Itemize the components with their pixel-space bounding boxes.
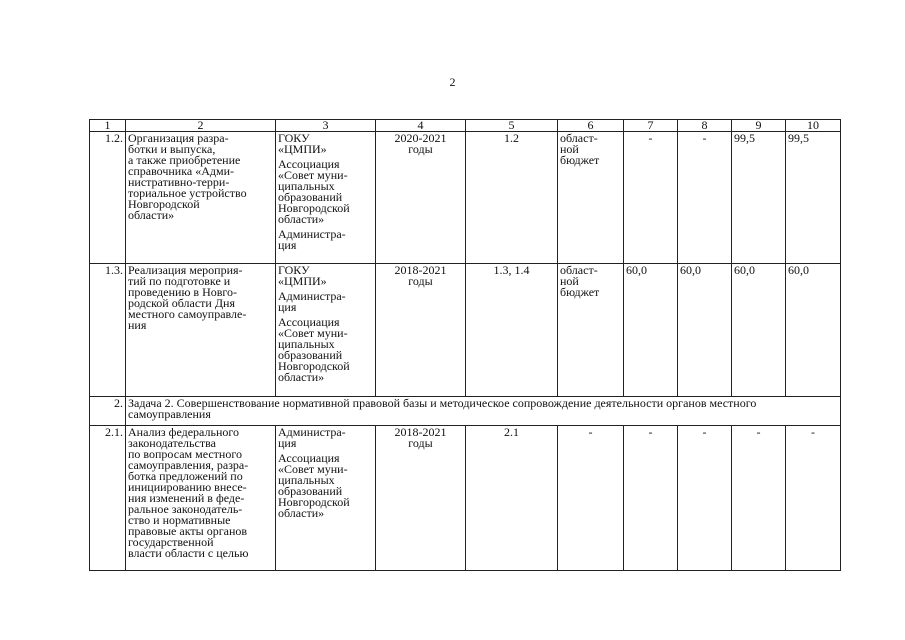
column-header: 6 xyxy=(558,120,624,132)
responsible-orgs xyxy=(276,264,376,397)
column-header: 1 xyxy=(90,120,126,132)
funding-source: област- ной бюджет xyxy=(558,264,624,397)
activity-description xyxy=(126,426,276,571)
column-header: 5 xyxy=(466,120,558,132)
period: 2018-2021 годы xyxy=(376,264,466,397)
period: 2020-2021 годы xyxy=(376,132,466,264)
table-row xyxy=(90,132,841,264)
column-header: 7 xyxy=(624,120,678,132)
org-name: Администра- ция xyxy=(278,289,346,314)
org-name: ГОКУ «ЦМПИ» xyxy=(278,133,327,156)
target-indicator: 2.1 xyxy=(466,426,558,571)
org-name: ГОКУ «ЦМПИ» xyxy=(278,263,327,288)
task-row xyxy=(90,397,841,426)
org-name: Администра- ция xyxy=(278,425,346,450)
amount-cell: - xyxy=(678,132,732,264)
org-name: Ассоциация «Совет муни- ципальных образований Новгородской области» xyxy=(278,157,350,226)
amount-cell: - xyxy=(624,132,678,264)
row-number: 1.2. xyxy=(90,132,126,264)
target-indicator: 1.3, 1.4 xyxy=(466,264,558,397)
table-header-row xyxy=(90,120,841,132)
row-number: 1.3. xyxy=(90,264,126,397)
column-header: 2 xyxy=(126,120,276,132)
activity-description-text: Анализ федерального законодательства по вопросам местного самоуправления, разра- ботка предложений по инициированию внесе- ния изменений в феде- ральное законодатель- ство и нормативные правовые акты органов государственной власти области с целью xyxy=(128,427,249,560)
task-title: Задача 2. Совершенствование нормативной правовой базы и методическое сопровождение деятельности органов местного самоуправления xyxy=(126,397,841,426)
funding-source: област- ной бюджет xyxy=(558,132,624,264)
amount-cell: 60,0 xyxy=(624,264,678,397)
org-name: Ассоциация «Совет муни- ципальных образований Новгородской области» xyxy=(278,315,350,384)
org-name: Ассоциация «Совет муни- ципальных образований Новгородской области» xyxy=(278,451,350,520)
page-number: 2 xyxy=(449,75,456,89)
amount-cell: - xyxy=(624,426,678,571)
funding-source: - xyxy=(558,426,624,571)
column-header: 10 xyxy=(786,120,841,132)
task-number: 2. xyxy=(90,397,126,426)
row-number: 2.1. xyxy=(90,426,126,571)
responsible-orgs xyxy=(276,426,376,571)
target-indicator: 1.2 xyxy=(466,132,558,264)
amount-cell: 60,0 xyxy=(732,264,786,397)
column-header: 9 xyxy=(732,120,786,132)
amount-cell: 99,5 xyxy=(786,132,841,264)
amount-cell: - xyxy=(678,426,732,571)
amount-cell: 99,5 xyxy=(732,132,786,264)
column-header: 3 xyxy=(276,120,376,132)
activity-description: Организация разра- ботки и выпуска, а также приобретение справочника «Адми- нистративно-терри- ториальное устройство Новгородской области» xyxy=(126,132,276,264)
amount-cell: - xyxy=(732,426,786,571)
amount-cell: - xyxy=(786,426,841,571)
activity-description: Реализация мероприя- тий по подготовке и проведению в Новго- родской области Дня местного самоуправле- ния xyxy=(126,264,276,397)
column-header: 4 xyxy=(376,120,466,132)
org-name: Администра- ция xyxy=(278,227,346,252)
amount-cell: 60,0 xyxy=(786,264,841,397)
period: 2018-2021 годы xyxy=(376,426,466,571)
column-header: 8 xyxy=(678,120,732,132)
activities-table xyxy=(89,119,841,571)
responsible-orgs xyxy=(276,132,376,264)
table-row xyxy=(90,426,841,571)
table-row xyxy=(90,264,841,397)
amount-cell: 60,0 xyxy=(678,264,732,397)
